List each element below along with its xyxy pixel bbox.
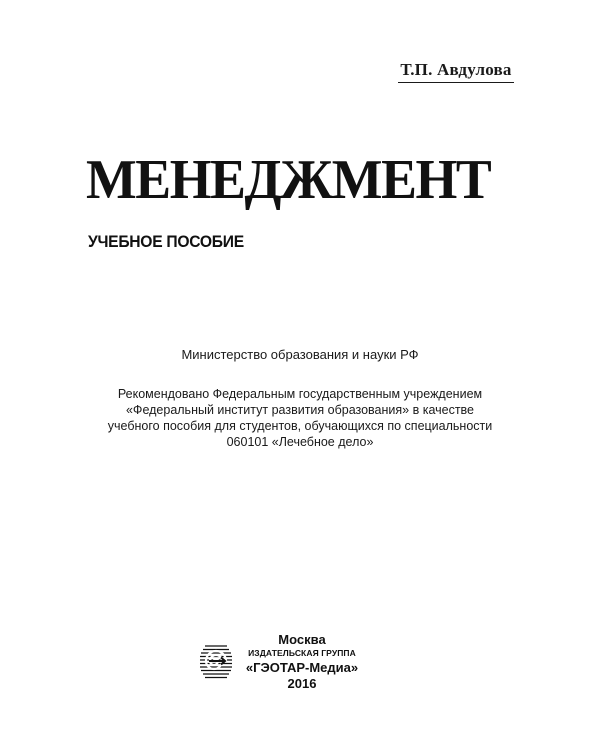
- author-underline: [398, 82, 514, 83]
- author-name: Т.П. Авдулова: [400, 60, 512, 79]
- publisher-text: [235, 632, 369, 692]
- recommendation-line: учебного пособия для студентов, обучающихся по специальности: [107, 419, 493, 433]
- recommendation-line: 060101 «Лечебное дело»: [226, 435, 374, 449]
- publisher-city: Москва: [278, 632, 326, 647]
- book-subtitle: УЧЕБНОЕ ПОСОБИЕ: [88, 232, 244, 251]
- recommendation-block: [60, 386, 540, 450]
- book-title: МЕНЕДЖМЕНТ: [86, 149, 491, 211]
- publisher-group-label: ИЗДАТЕЛЬСКАЯ ГРУППА: [248, 648, 356, 658]
- publication-year: 2016: [287, 676, 317, 691]
- ministry-line: Министерство образования и науки РФ: [181, 347, 419, 362]
- publisher-imprint: [199, 632, 369, 694]
- recommendation-line: «Федеральный институт развития образования» в качестве: [125, 403, 475, 417]
- publisher-logo-icon: [199, 640, 233, 682]
- publisher-name: «ГЭОТАР-Медиа»: [245, 660, 359, 675]
- recommendation-line: Рекомендовано Федеральным государственным учреждением: [117, 387, 483, 401]
